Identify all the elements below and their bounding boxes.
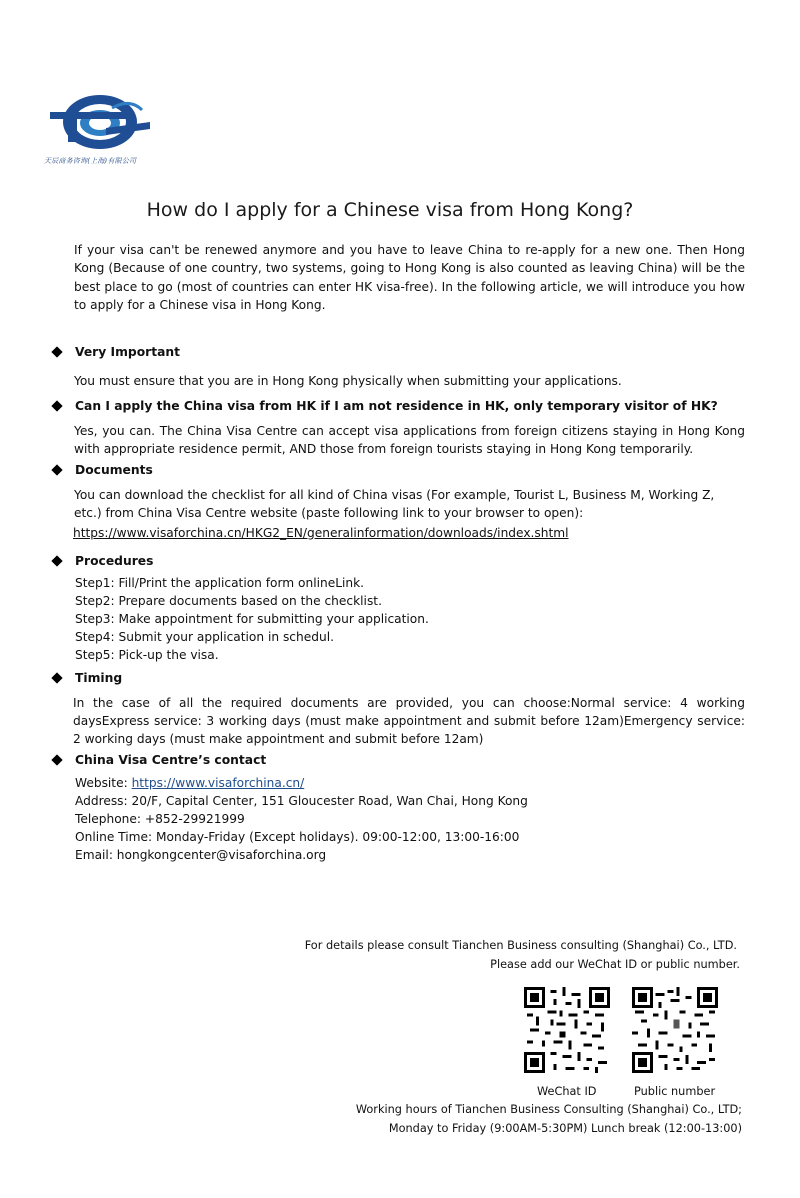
section-heading-temporary-visitor: [50, 399, 718, 413]
intro-paragraph: If your visa can't be renewed anymore and you have to leave China to re-apply for a new one. Then Hong Kong (Because of one country, two systems, going to Hong Kong is also counted as leaving China) will be the best place to go (most of countries can enter HK visa-free). In the following article, we will introduce you how to apply for a Chinese visa in Hong Kong.: [74, 243, 745, 312]
diamond-bullet-icon: [51, 754, 62, 765]
contact-address: Address: 20/F, Capital Center, 151 Gloucester Road, Wan Chai, Hong Kong: [75, 794, 528, 808]
contact-telephone: Telephone: +852-29921999: [75, 812, 245, 826]
public-number-qr-code[interactable]: [632, 987, 718, 1073]
heading-text: China Visa Centre’s contact: [75, 753, 267, 767]
contact-website: [75, 776, 304, 790]
website-link[interactable]: https://www.visaforchina.cn/: [131, 776, 305, 790]
procedure-step: Step3: Make appointment for submitting your application.: [75, 612, 429, 626]
diamond-bullet-icon: [51, 555, 62, 566]
diamond-bullet-icon: [51, 400, 62, 411]
section-heading-contact: [50, 753, 266, 767]
footer-wechat-prompt: Please add our WeChat ID or public number.: [490, 958, 740, 971]
procedure-step: Step1: Fill/Print the application form onlineLink.: [75, 576, 365, 590]
section-heading-timing: [50, 671, 122, 685]
documents-body: You can download the checklist for all kind of China visas (For example, Tourist L, Business M, Working Z, etc.) from China Visa Centre website (paste following link to your browser to open):: [74, 488, 715, 521]
procedure-step: Step5: Pick-up the visa.: [75, 648, 219, 662]
procedure-step: Step4: Submit your application in schedul.: [75, 630, 334, 644]
heading-text: Can I apply the China visa from HK if I am not residence in HK, only temporary visitor of HK?: [75, 399, 718, 413]
footer-consult: For details please consult Tianchen Business consulting (Shanghai) Co., LTD.: [304, 939, 737, 952]
important-body: You must ensure that you are in Hong Kong physically when submitting your applications.: [74, 374, 622, 388]
public-number-label: Public number: [634, 1085, 716, 1098]
diamond-bullet-icon: [51, 464, 62, 475]
heading-text: Documents: [75, 463, 153, 477]
timing-body: In the case of all the required documents are provided, you can choose:Normal service: 4 working daysExpress service: 3 working days (must make appointment and submit before 12am)Emergency service: 2 working days (must make appointment and submit before 12am): [73, 696, 745, 747]
logo-caption: 天辰商务咨询(上海)有限公司: [44, 157, 137, 165]
checklist-link[interactable]: https://www.visaforchina.cn/HKG2_EN/generalinformation/downloads/index.shtml: [73, 526, 569, 540]
contact-email: Email: hongkongcenter@visaforchina.org: [75, 848, 327, 862]
footer-hours-detail: Monday to Friday (9:00AM-5:30PM) Lunch break (12:00-13:00): [388, 1122, 742, 1135]
procedure-step: Step2: Prepare documents based on the checklist.: [75, 594, 382, 608]
diamond-bullet-icon: [51, 672, 62, 683]
wechat-id-label: WeChat ID: [537, 1085, 597, 1098]
footer-working-hours: Working hours of Tianchen Business Consulting (Shanghai) Co., LTD;: [355, 1103, 742, 1116]
section-heading-documents: [50, 463, 153, 477]
wechat-qr-code[interactable]: [524, 987, 610, 1073]
page-title: How do I apply for a Chinese visa from Hong Kong?: [146, 199, 634, 221]
section-heading-important: [50, 345, 180, 359]
diamond-bullet-icon: [51, 346, 62, 357]
heading-text: Procedures: [75, 554, 154, 568]
heading-text: Very Important: [75, 345, 181, 359]
heading-text: Timing: [75, 671, 123, 685]
contact-online-time: Online Time: Monday-Friday (Except holidays). 09:00-12:00, 13:00-16:00: [75, 830, 520, 844]
website-label: Website:: [75, 776, 132, 790]
temporary-body: Yes, you can. The China Visa Centre can accept visa applications from foreign citizens staying in Hong Kong with appropriate residence permit, AND those from foreign tourists staying in Hong Kong temporarily.: [74, 424, 745, 457]
section-heading-procedures: [50, 554, 153, 568]
